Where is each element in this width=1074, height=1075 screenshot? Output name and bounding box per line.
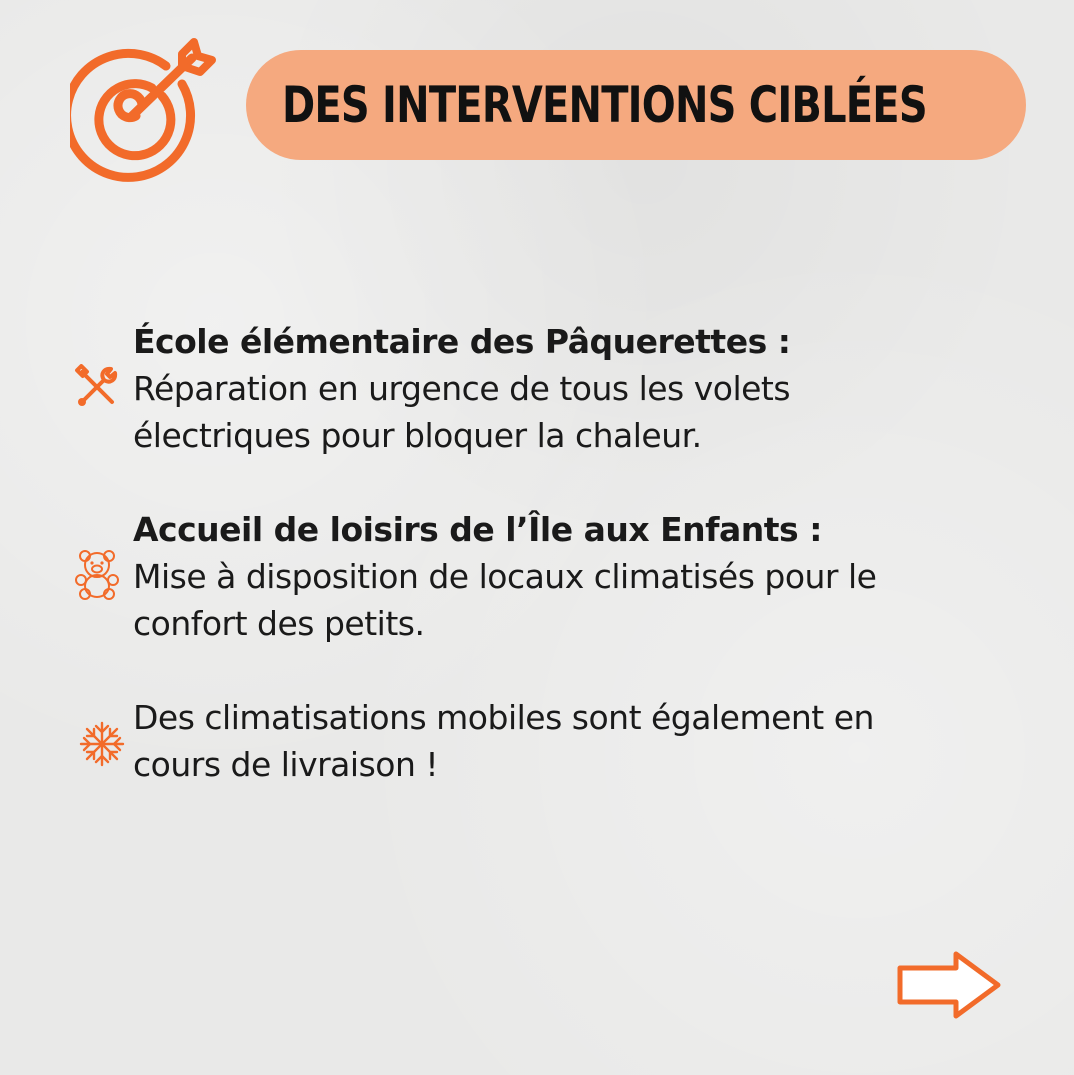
right-arrow-icon xyxy=(900,954,998,1016)
next-arrow-button[interactable] xyxy=(894,946,1006,1024)
item-heading: École élémentaire des Pâquerettes : xyxy=(133,322,791,361)
target-arrow-icon xyxy=(70,32,222,184)
item-heading: Accueil de loisirs de l’Île aux Enfants : xyxy=(133,510,822,549)
item-body: Mise à disposition de locaux climatisés pour le confort des petits. xyxy=(133,557,877,643)
page-title: DES INTERVENTIONS CIBLÉES xyxy=(282,76,927,134)
list-item xyxy=(133,506,953,647)
item-body: Réparation en urgence de tous les volets électriques pour bloquer la chaleur. xyxy=(133,369,791,455)
tools-icon xyxy=(74,364,120,410)
list-item xyxy=(133,694,953,788)
item-body: Des climatisations mobiles sont également en cours de livraison ! xyxy=(133,698,874,784)
snowflake-icon xyxy=(78,720,126,768)
list-item xyxy=(133,318,953,459)
teddy-bear-icon xyxy=(72,548,122,600)
